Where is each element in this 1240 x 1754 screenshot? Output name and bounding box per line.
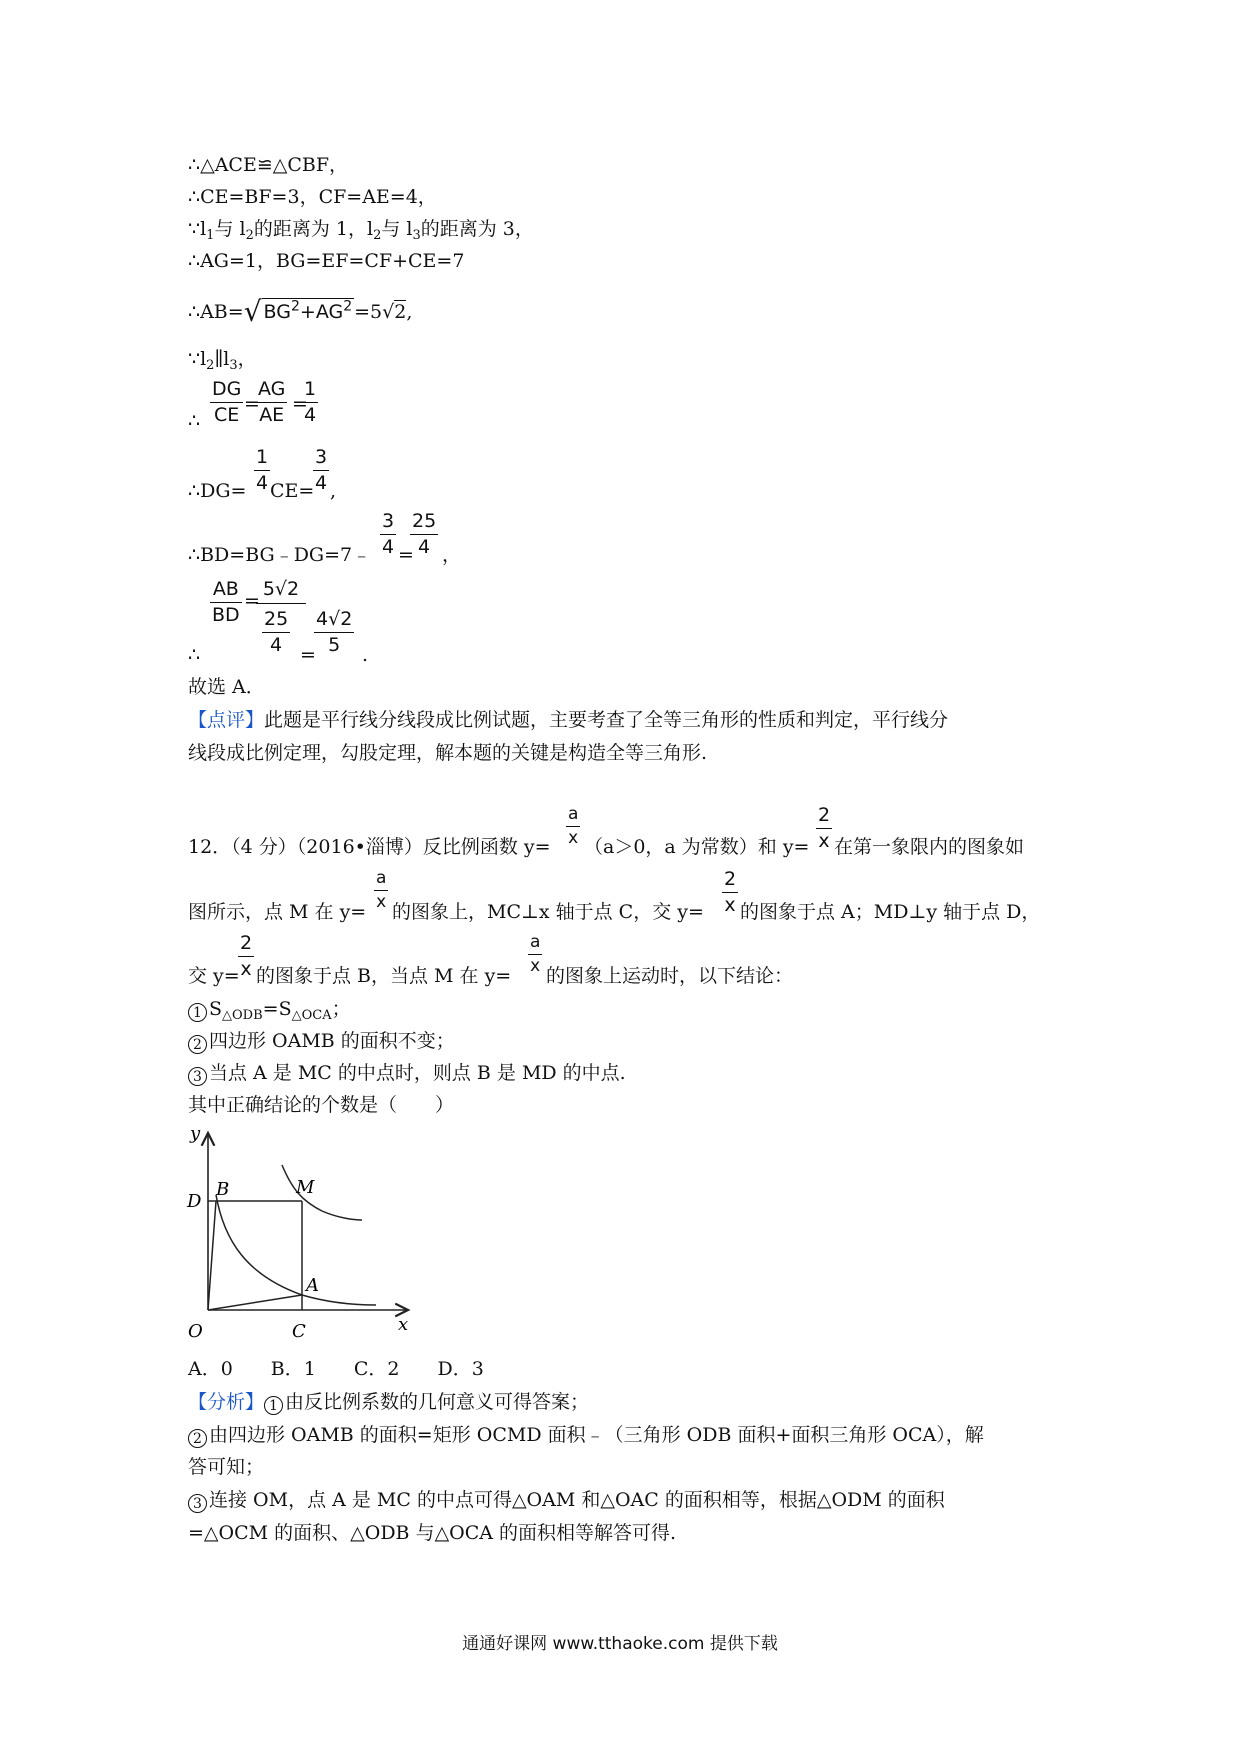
solution-line-ag-bg: ∴AG=1，BG=EF=CF+CE=7 bbox=[188, 250, 465, 272]
curve-2-over-x bbox=[216, 1195, 376, 1305]
question-12-figure bbox=[186, 1125, 416, 1340]
label-x: x bbox=[398, 1314, 409, 1335]
answer-choose: 故选 A． bbox=[188, 676, 265, 698]
solution-line-parallel: $\because l_2\parallel l_3$， bbox=[188, 348, 257, 373]
label-a: A bbox=[306, 1275, 319, 1296]
solution-line-congruent: ∴△ACE≌△CBF， bbox=[188, 154, 349, 176]
analysis-line-3b: =△OCM 的面积、△ODB 与△OCA 的面积相等解答可得. bbox=[188, 1522, 677, 1544]
label-m: M bbox=[296, 1177, 315, 1198]
label-y: y bbox=[190, 1125, 201, 1144]
label-d: D bbox=[187, 1191, 202, 1212]
solution-line-ce-bf: ∴CE=BF=3，CF=AE=4， bbox=[188, 186, 437, 208]
analysis-line-2: 2 由四边形 OAMB 的面积=矩形 OCMD 面积﹣（三角形 ODB 面积+面积三角形 OCA），解 bbox=[188, 1426, 984, 1448]
conclusion-2: 2 四边形 OAMB 的面积不变； bbox=[188, 1032, 455, 1054]
comment-line-2: 线段成比例定理，勾股定理，解本题的关键是构造全等三角形. bbox=[188, 742, 708, 764]
segment-oa bbox=[208, 1295, 302, 1310]
analysis-tag: 【分析】 bbox=[188, 1391, 265, 1413]
label-o: O bbox=[188, 1321, 203, 1340]
analysis-line-3: 3 连接 OM，点 A 是 MC 的中点可得△OAM 和△OAC 的面积相等，根据△ODM 的面积 bbox=[188, 1491, 945, 1513]
conclusion-3: 3 当点 A 是 MC 的中点时，则点 B 是 MD 的中点. bbox=[188, 1064, 626, 1086]
analysis-line-2b: 答可知； bbox=[188, 1456, 265, 1478]
conclusion-1: 1 $S_{\triangle ODB}=S_{\triangle OCA}$； bbox=[188, 1000, 351, 1022]
analysis-line-1: 【分析】 1 由反比例系数的几何意义可得答案； bbox=[188, 1391, 590, 1414]
solution-line-ab-sqrt: ∴AB=√ $BG^2+AG^2 =5√2$, bbox=[188, 295, 413, 328]
answer-options: A．0 B．1 C．2 D．3 bbox=[188, 1358, 484, 1380]
footer-credit: 通通好课网 www.tthaoke.com 提供下载 bbox=[462, 1634, 778, 1654]
curve-a-over-x bbox=[282, 1165, 362, 1220]
label-c: C bbox=[292, 1321, 306, 1340]
comment-line-1: 【点评】此题是平行线分线段成比例试题，主要考查了全等三角形的性质和判定，平行线分 bbox=[188, 709, 949, 731]
label-b: B bbox=[216, 1179, 230, 1200]
comment-tag: 【点评】 bbox=[188, 709, 265, 731]
question-12-ask: 其中正确结论的个数是（ ） bbox=[188, 1094, 455, 1116]
segment-ob bbox=[208, 1201, 216, 1310]
solution-line-distance: $\because l_1$与 $l_2$的距离为 1，$l_2$与 $l_3$的距离为 3， bbox=[188, 218, 534, 243]
